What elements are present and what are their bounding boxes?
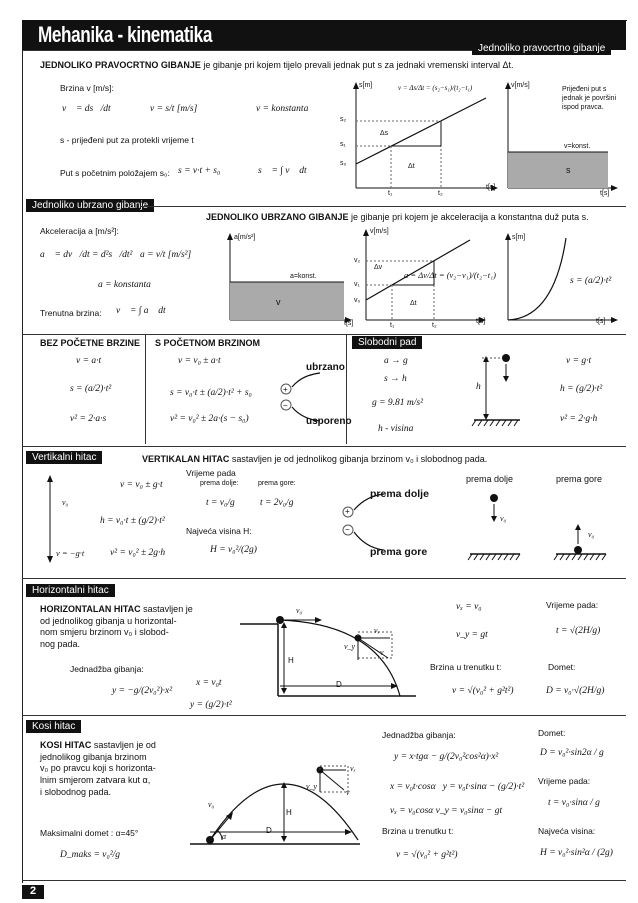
section-tag-vertical: Vertikalni hitac [26, 451, 102, 464]
g1-t2: t₂ [438, 190, 443, 197]
s2-acc-label: Akceleracija a [m/s²]: [40, 226, 119, 236]
s5-heading: VERTIKALAN HITAC [142, 454, 230, 464]
s6-fvt: v = √(v₀² + g²t²) [452, 686, 514, 696]
s2-g1-line: a=konst. [290, 273, 317, 280]
s7-fy: y = x·tgα − g/(2v₀²cos²α)·x² [394, 752, 499, 762]
g1-s0: s₀ [340, 160, 347, 167]
s5-fig-gore: prema gore [556, 474, 603, 484]
g2-ylabel: v[m/s] [511, 82, 530, 89]
s2-g2-v1: v₁ [354, 281, 360, 288]
g2-area-label: s [566, 165, 571, 175]
s7-fD: D = v₀²·sin2α / g [540, 748, 604, 758]
s5-intro-text: sastavljen je od jednolikog gibanja brzinom v₀ i slobodnog pada. [231, 454, 488, 464]
s5-fv2: v² = v₀² ± 2g·h [110, 548, 166, 558]
s7-intro-l2: v₀ po pravcu koji s horizonta- [40, 763, 156, 774]
label-ubrzano: ubrzano [306, 362, 345, 373]
s1-formula-sint: s⃗ = ∫ v⃗ dt [258, 166, 307, 176]
s5-fig-v0b: v₀ [588, 530, 595, 539]
s5-fig-v0a: v₀ [500, 514, 507, 523]
s2-g2-t1: t₁ [390, 322, 395, 329]
s6-heading: HORIZONTALAN HITAC [40, 604, 141, 614]
s7-fx-yt [390, 782, 524, 792]
s6-fvy: v_y = gt [456, 630, 488, 640]
s6-intro-l0: sastavljen je [143, 604, 193, 614]
s7-fig-vx: vₓ [350, 764, 356, 773]
s6-fig-vy: v_y [344, 642, 356, 651]
s2-g2-formula: a = Δv/Δt = (v₂−v₁)/(t₂−t₁) [404, 270, 496, 280]
s6-intro-l1: od jednolikog gibanja u horizontal- [40, 615, 177, 626]
s5-max-h: Najveća visina H: [186, 526, 252, 536]
page-number: 2 [22, 885, 44, 899]
s2-heading: JEDNOLIKO UBRZANO GIBANJE [206, 212, 349, 222]
col2-head: S POČETNOM BRZINOM [155, 338, 260, 348]
s5-fig-dolje: prema dolje [466, 474, 514, 484]
s7-intro [40, 740, 156, 798]
s6-intro-l3: nog pada. [40, 639, 81, 650]
s7-fdmax: D_maks = v₀²/g [60, 850, 121, 860]
s7-fig-v0: v₀ [208, 800, 215, 809]
s7-fig-D: D [266, 826, 272, 835]
ff-r3: v² = 2·g·h [560, 414, 598, 424]
s7-intro-l4: i slobodnog pada. [40, 786, 112, 797]
ff-f2: s → h [384, 374, 407, 384]
divider [22, 578, 626, 579]
g1-xlabel: t[s] [486, 184, 496, 191]
section-tag-horizontal: Horizontalni hitac [26, 584, 115, 597]
s2-formula-aconst: a = konstanta [98, 280, 151, 290]
g1-dt: Δt [408, 163, 415, 170]
s2-formula-vint: v⃗ = ∫ a⃗ dt [116, 306, 166, 316]
section-tag-accelerated: Jednoliko ubrzano gibanje [26, 199, 154, 212]
s1-intro [40, 60, 514, 70]
s7-fig-v: v [346, 788, 350, 797]
col2-f1: v = v₀ ± a·t [178, 356, 221, 366]
s1-heading: JEDNOLIKO PRAVOCRTNO GIBANJE [40, 60, 201, 70]
s1-s-desc: s - prijeđeni put za protekli vrijeme t [60, 135, 194, 145]
s7-speed-t: Brzina u trenutku t: [382, 826, 454, 836]
vertical-throw-figures [460, 490, 620, 566]
divider [22, 715, 626, 716]
s5-intro [142, 454, 487, 464]
s2-g1-ylabel: a[m/s²] [234, 234, 256, 241]
s6-fig-v0: v₀ [296, 606, 303, 615]
s5-t-up: t = 2v₀/g [260, 498, 294, 508]
s7-fvt: v = √(v₀² + g²t²) [396, 850, 458, 860]
s7-range: Domet: [538, 728, 566, 738]
horizontal-throw-figure [240, 600, 420, 710]
s2-g3-xlabel: t[s] [596, 318, 606, 325]
s7-fx: x = v₀t·cosα [390, 782, 436, 792]
s2-intro-text: je gibanje pri kojem je akceleracija a konstantna duž puta s. [351, 212, 589, 222]
s7-fig-alpha: α [222, 832, 227, 841]
s7-fig-vy: v_y [306, 782, 318, 791]
s2-g1-area: v [276, 297, 281, 307]
s5-fH: H = v₀²/(2g) [210, 545, 257, 555]
s5-plus: + [345, 507, 350, 516]
s1-formula-s: s = v·t + s₀ [178, 166, 221, 176]
section-tag-free-fall: Slobodni pad [352, 336, 422, 349]
s7-intro-l0: sastavljen je od [93, 740, 156, 750]
s7-eq-label: Jednadžba gibanja: [382, 730, 456, 740]
s2-formula-a: a = v/t [m/s²] [140, 250, 192, 260]
g1-ds: Δs [380, 130, 389, 137]
s2-g2-xlabel: t[s] [476, 318, 486, 325]
g2-xlabel: t[s] [600, 190, 610, 197]
col1-f2: s = (a/2)·t² [70, 384, 112, 394]
s5-fall-time: Vrijeme pada [186, 468, 236, 478]
g1-ylabel: s[m] [359, 82, 373, 89]
section-tag-oblique: Kosi hitac [26, 720, 81, 733]
s5-prema-dolje: prema dolje [370, 488, 429, 500]
s2-inst-label: Trenutna brzina: [40, 308, 102, 318]
s1-formula-vst: v = s/t [m/s] [150, 104, 198, 114]
minus-sign: − [283, 401, 288, 410]
graph-s-t [346, 80, 506, 195]
s6-intro [40, 604, 193, 651]
s6-range: Domet: [548, 662, 576, 672]
s1-speed-label: Brzina v [m/s]: [60, 83, 114, 93]
s2-g2-v0: v₀ [354, 297, 361, 304]
s6-fvx: vₓ = v₀ [456, 602, 482, 612]
ff-h-desc: h - visina [378, 424, 414, 434]
col2-f3: v² = v₀² ± 2a·(s − s₀) [170, 414, 249, 424]
s5-t-down: t = v₀/g [206, 498, 235, 508]
s2-g3-ylabel: s[m] [512, 234, 526, 241]
s7-max-range: Maksimalni domet : α=45° [40, 828, 139, 838]
divider [22, 334, 626, 335]
divider [140, 206, 626, 207]
s6-speed-t: Brzina u trenutku t: [430, 662, 502, 672]
s6-fD: D = v₀·√(2H/g) [546, 686, 605, 696]
s7-fig-H: H [286, 808, 292, 817]
ff-h-label: h [476, 382, 481, 392]
s1-formula-vvec: v⃗ = ds⃗/dt [62, 104, 111, 114]
s2-intro [206, 212, 589, 222]
s5-fh: h = v₀·t ± (g/2)·t² [100, 516, 165, 526]
s6-ft: t = √(2H/g) [556, 626, 601, 636]
s1-start-label: Put s početnim položajem s₀: [60, 168, 170, 178]
s6-fig-D: D [336, 680, 342, 689]
s6-fx: x = v₀t [196, 678, 222, 688]
plus-sign: + [283, 385, 288, 394]
s7-ft: t = v₀·sinα / g [548, 798, 600, 808]
s5-prema-gore: prema gore [370, 546, 428, 558]
s5-dolje-small: prema dolje: [200, 480, 239, 487]
s2-g3-formula: s = (a/2)·t² [570, 276, 612, 286]
oblique-throw-figure [190, 740, 366, 852]
s7-fH: H = v₀²·sin²α / (2g) [540, 848, 613, 858]
g1-s2: s₂ [340, 116, 347, 123]
g1-formula: v = Δs/Δt = (s₂−s₁)/(t₂−t₁) [398, 84, 473, 92]
s5-gore-small: prema gore: [258, 480, 296, 487]
section-tag-uniform-motion: Jednoliko pravocrtno gibanje [472, 42, 611, 55]
s5-fv: v = v₀ ± g·t [120, 480, 163, 490]
free-fall-figure [466, 352, 526, 432]
s2-formula-avec: a⃗ = dv⃗/dt = d²s⃗/dt² [40, 250, 133, 260]
col2-f2: s = v₀·t ± (a/2)·t² + s₀ [170, 388, 252, 398]
s2-g1-xlabel: t[s] [344, 320, 354, 327]
label-usporeno: usporeno [306, 416, 352, 427]
ff-r2: h = (g/2)·t² [560, 384, 603, 394]
divider-v [145, 334, 146, 444]
s6-fyt: y = (g/2)·t² [190, 700, 232, 710]
s2-g2-t2: t₂ [432, 322, 437, 329]
s6-fig-H: H [288, 656, 294, 665]
s6-fall-time: Vrijeme pada: [546, 600, 599, 610]
s2-g2-v2: v₂ [354, 257, 361, 264]
s2-g2-ylabel: v[m/s] [370, 228, 389, 235]
s5-v0: v₀ [62, 498, 69, 507]
s5-minus: − [345, 525, 350, 534]
s7-heading: KOSI HITAC [40, 740, 92, 750]
s6-fig-v: v [380, 648, 384, 657]
s7-fyt: y = v₀t·sinα − (g/2)·t² [442, 782, 525, 792]
s2-g2-dv: Δv [374, 264, 383, 271]
s7-max-h: Najveća visina: [538, 826, 596, 836]
divider [22, 50, 472, 51]
s7-fall-time: Vrijeme pada: [538, 776, 591, 786]
s6-fig-vx: vₓ [374, 626, 380, 635]
s1-intro-text: je gibanje pri kojem tijelo prevali jednak put s za jednaki vremenski interval Δt. [203, 60, 514, 70]
s1-formula-vconst: v = konstanta [256, 104, 309, 114]
s6-intro-l2: nom smjeru brzinom v₀ i slobod- [40, 627, 169, 638]
g2-note: Prijeđeni put s jednak je površini ispod pravca. [562, 86, 617, 111]
ff-f1: a → g [384, 356, 408, 366]
s5-vgt: v = −g·t [56, 548, 85, 558]
col1-f1: v = a·t [76, 356, 102, 366]
s7-intro-l1: jednolikog gibanja brzinom [40, 751, 147, 762]
g1-t1: t₁ [388, 190, 393, 197]
g2-line-label: v=konst. [564, 143, 591, 150]
s6-eq-label: Jednadžba gibanja: [70, 664, 144, 674]
s7-intro-l3: lnim smjerom zatvara kut α, [40, 775, 151, 786]
page-title: Mehanika - kinematika [38, 22, 212, 47]
s6-fy: y = −g/(2v₀²)·x² [112, 686, 173, 696]
col1-head: BEZ POČETNE BRZINE [40, 338, 141, 348]
col1-f3: v² = 2·a·s [70, 414, 107, 424]
s2-g2-dt: Δt [410, 300, 417, 307]
bottom-line [22, 880, 626, 881]
g1-s1: s₁ [340, 141, 346, 148]
ff-g: g = 9.81 m/s² [372, 398, 423, 408]
ff-r1: v = g·t [566, 356, 592, 366]
s7-fvxvy: vₓ = v₀cosα v_y = v₀sinα − gt [390, 806, 503, 816]
divider [22, 446, 626, 447]
